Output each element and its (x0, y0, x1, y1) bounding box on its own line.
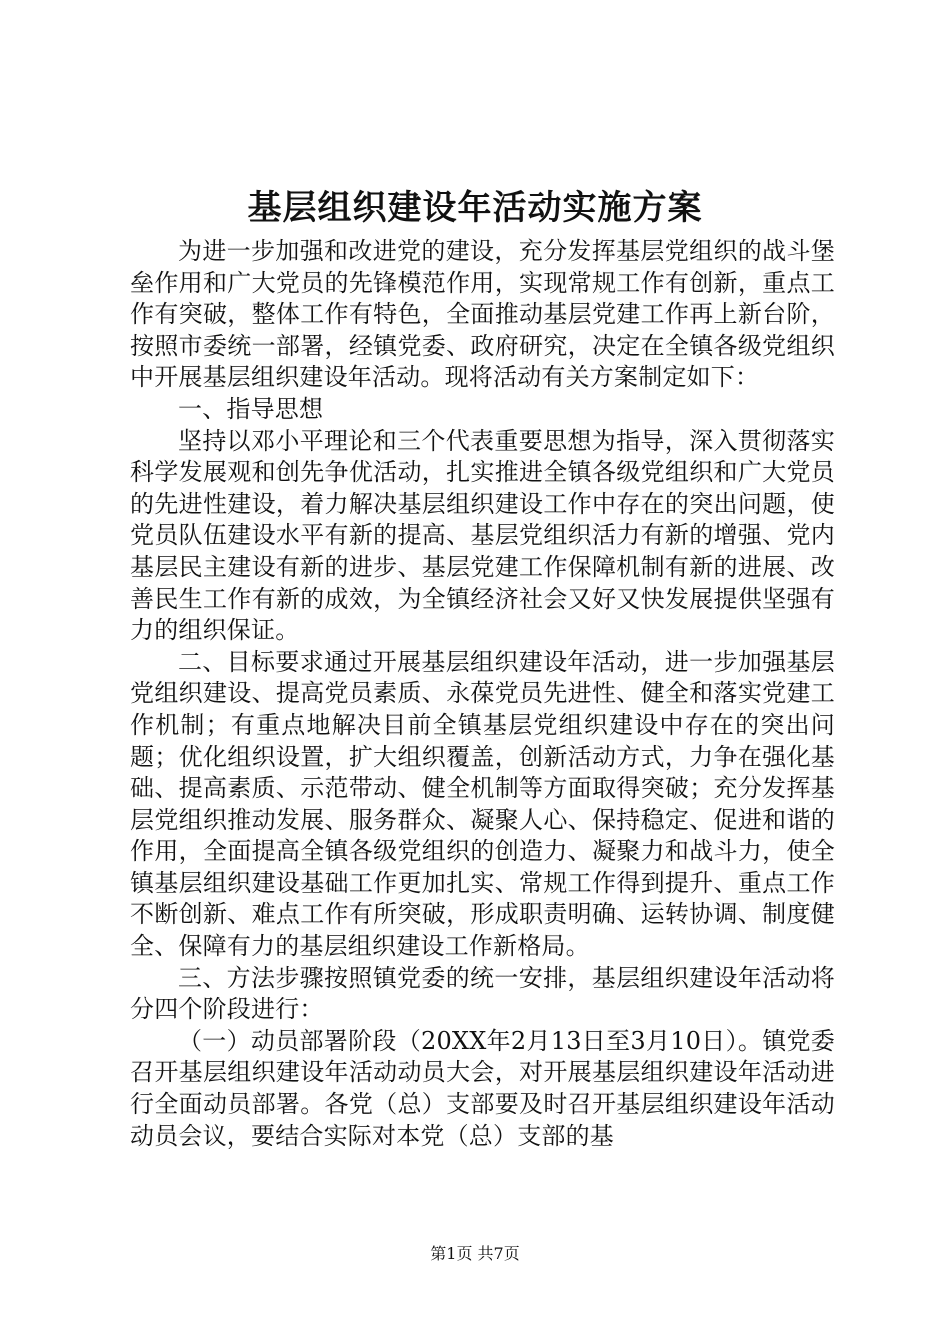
document-title: 基层组织建设年活动实施方案 (247, 188, 703, 228)
intro-paragraph: 为进一步加强和改进党的建设，充分发挥基层党组织的战斗堡垒作用和广大党员的先锋模范作用，实现常规工作有创新，重点工作有突破，整体工作有特色，全面推动基层党建工作再上新台阶，按照市委统一部署，经镇党委、政府研究，决定在全镇各级党组织中开展基层组织建设年活动。现将活动有关方案制定如下： (130, 237, 835, 392)
section-heading-guiding-thought: 一、指导思想 (178, 394, 324, 423)
stage-one-paragraph: （一）动员部署阶段（20XX年2月13日至3月10日）。镇党委召开基层组织建设年活动动员大会，对开展基层组织建设年活动进行全面动员部署。各党（总）支部要及时召开基层组织建设年活动动员会议，要结合实际对本党（总）支部的基 (130, 1026, 835, 1150)
document-body (130, 236, 835, 1152)
method-steps-paragraph: 三、方法步骤按照镇党委的统一安排，基层组织建设年活动将分四个阶段进行： (130, 963, 835, 1024)
goals-paragraph: 二、目标要求通过开展基层组织建设年活动，进一步加强基层党组织建设、提高党员素质、永葆党员先进性、健全和落实党建工作机制；有重点地解决目前全镇基层党组织建设中存在的突出问题；优化组织设置，扩大组织覆盖，创新活动方式，力争在强化基础、提高素质、示范带动、健全机制等方面取得突破；充分发挥基层党组织推动发展、服务群众、凝聚人心、保持稳定、促进和谐的作用，全面提高全镇各级党组织的创造力、凝聚力和战斗力，使全镇基层组织建设基础工作更加扎实、常规工作得到提升、重点工作不断创新、难点工作有所突破，形成职责明确、运转协调、制度健全、保障有力的基层组织建设工作新格局。 (130, 647, 835, 961)
page-footer: 第1页 共7页 (430, 1244, 520, 1263)
guiding-thought-paragraph: 坚持以邓小平理论和三个代表重要思想为指导，深入贯彻落实科学发展观和创先争优活动，扎实推进全镇各级党组织和广大党员的先进性建设，着力解决基层组织建设工作中存在的突出问题，使党员队伍建设水平有新的提高、基层党组织活力有新的增强、党内基层民主建设有新的进步、基层党建工作保障机制有新的进展、改善民生工作有新的成效，为全镇经济社会又好又快发展提供坚强有力的组织保证。 (130, 426, 835, 645)
